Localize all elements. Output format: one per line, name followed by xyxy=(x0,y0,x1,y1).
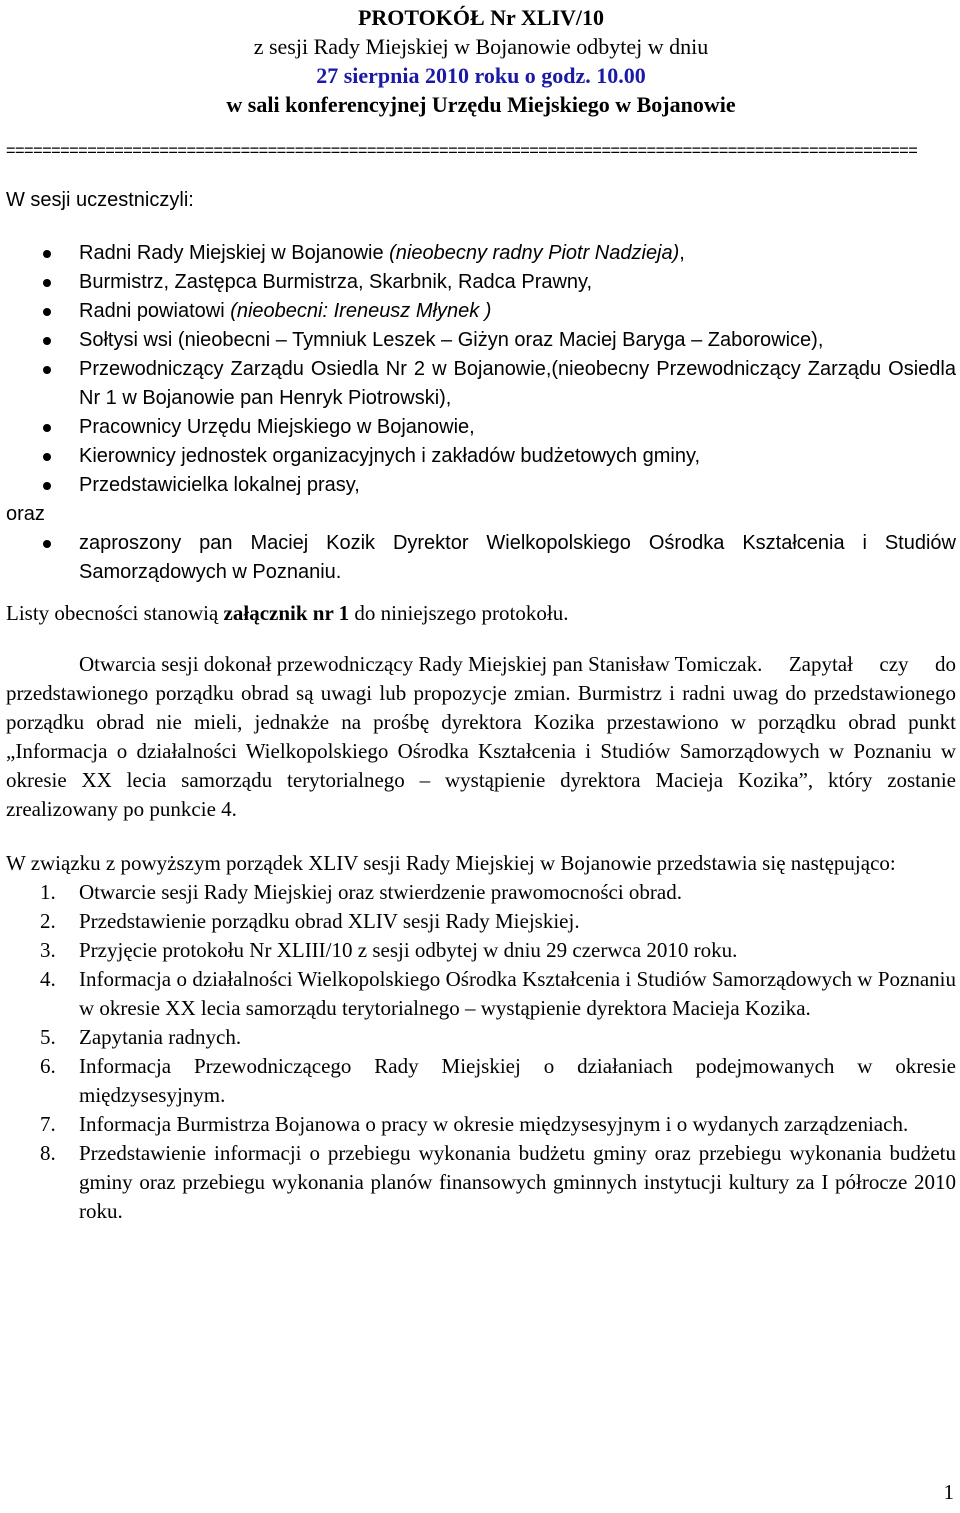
list-item: Sołtysi wsi (nieobecni – Tymniuk Leszek – Giżyn oraz Maciej Baryga – Zaborowice), xyxy=(6,326,956,355)
agenda-item: 3. Przyjęcie protokołu Nr XLIII/10 z sesji odbytej w dniu 29 czerwca 2010 roku. xyxy=(40,938,738,962)
bullet-icon xyxy=(43,540,51,548)
participants-list xyxy=(6,239,956,500)
opening-paragraph: Otwarcia sesji dokonał przewodniczący Rady Miejskiej pan Stanisław Tomiczak. Zapytał czy do przedstawionego porządku obrad są uwagi lub propozycje zmian. Burmistrz i radni uwag do przedstawionego porządku obrad nie mieli, jednakże na prośbę dyrektora Kozika przestawiono w porządku obrad punkt „Informacja o działalności Wielkopolskiego Ośrodka Kształcenia i Studiów Samorządowych w Poznaniu w okresie XX lecia samorządu terytorialnego – wystąpienie dyrektora Macieja Kozika”, który zostanie zrealizowany po punkcie 4. xyxy=(6,652,957,821)
list-item: Kierownicy jednostek organizacyjnych i zakładów budżetowych gminy, xyxy=(6,442,956,471)
participants-label: W sesji uczestniczyli: xyxy=(6,189,194,211)
list-item: Radni powiatowi (nieobecni: Ireneusz Młynek ) xyxy=(6,297,956,326)
document-page xyxy=(6,0,956,1226)
attendance-note: Listy obecności stanowią załącznik nr 1 do niniejszego protokołu. xyxy=(6,601,569,625)
protocol-title: PROTOKÓŁ Nr XLIV/10 xyxy=(357,5,605,30)
agenda-intro: W związku z powyższym porządek XLIV sesji Rady Miejskiej w Bojanowie przedstawia się następująco: xyxy=(6,851,896,875)
list-item: Pracownicy Urzędu Miejskiego w Bojanowie, xyxy=(6,413,956,442)
list-item: Przewodniczący Zarządu Osiedla Nr 2 w Bojanowie,(nieobecny Przewodniczący Zarządu Osiedla Nr 1 w Bojanowie pan Henryk Piotrowski), xyxy=(6,355,956,413)
bullet-icon xyxy=(43,308,51,316)
agenda-item: 7. Informacja Burmistrza Bojanowa o pracy w okresie międzysesyjnym i o wydanych zarządzeniach. xyxy=(40,1112,909,1136)
protocol-header xyxy=(6,0,956,119)
guest-list xyxy=(6,529,956,587)
agenda-item: 6. Informacja Przewodniczącego Rady Miejskiej o działaniach podejmowanych w okresie międzysesyjnym. xyxy=(40,1054,956,1107)
oraz-label: oraz xyxy=(6,503,45,525)
bullet-icon xyxy=(43,453,51,461)
bullet-icon xyxy=(43,337,51,345)
bullet-icon xyxy=(43,279,51,287)
session-date: 27 sierpnia 2010 roku o godz. 10.00 xyxy=(316,63,646,88)
agenda-item: 1. Otwarcie sesji Rady Miejskiej oraz stwierdzenie prawomocności obrad. xyxy=(40,880,682,904)
list-item: Radni Rady Miejskiej w Bojanowie (nieobecny radny Piotr Nadzieja), xyxy=(6,239,956,268)
session-line: z sesji Rady Miejskiej w Bojanowie odbytej w dniu xyxy=(253,34,709,59)
page-number: 1 xyxy=(943,1480,954,1504)
bullet-icon xyxy=(43,482,51,490)
bullet-icon xyxy=(43,250,51,258)
bullet-icon xyxy=(43,366,51,374)
separator-line: ===================================================================================================== xyxy=(6,142,918,160)
agenda-item: 4. Informacja o działalności Wielkopolskiego Ośrodka Kształcenia i Studiów Samorządowych w Poznaniu w okresie XX lecia samorządu terytorialnego – wystąpienie dyrektora Macieja Kozika. xyxy=(40,967,956,1020)
list-item: Burmistrz, Zastępca Burmistrza, Skarbnik, Radca Prawny, xyxy=(6,268,956,297)
list-item: Przedstawicielka lokalnej prasy, xyxy=(6,471,956,500)
agenda-item: 8. Przedstawienie informacji o przebiegu wykonania budżetu gminy oraz przebiegu wykonania budżetu gminy oraz przebiegu wykonania planów finansowych gminnych instytucji kultury za I półrocze 2010 roku. xyxy=(40,1141,956,1223)
list-item: zaproszony pan Maciej Kozik Dyrektor Wielkopolskiego Ośrodka Kształcenia i Studiów Samorządowych w Poznaniu. xyxy=(6,529,956,587)
session-location: w sali konferencyjnej Urzędu Miejskiego w Bojanowie xyxy=(226,92,736,117)
agenda-item: 2. Przedstawienie porządku obrad XLIV sesji Rady Miejskiej. xyxy=(40,909,580,933)
attachment-ref: załącznik nr 1 xyxy=(223,601,350,625)
bullet-icon xyxy=(43,424,51,432)
agenda-item: 5. Zapytania radnych. xyxy=(40,1025,242,1049)
agenda-list xyxy=(6,878,956,1226)
